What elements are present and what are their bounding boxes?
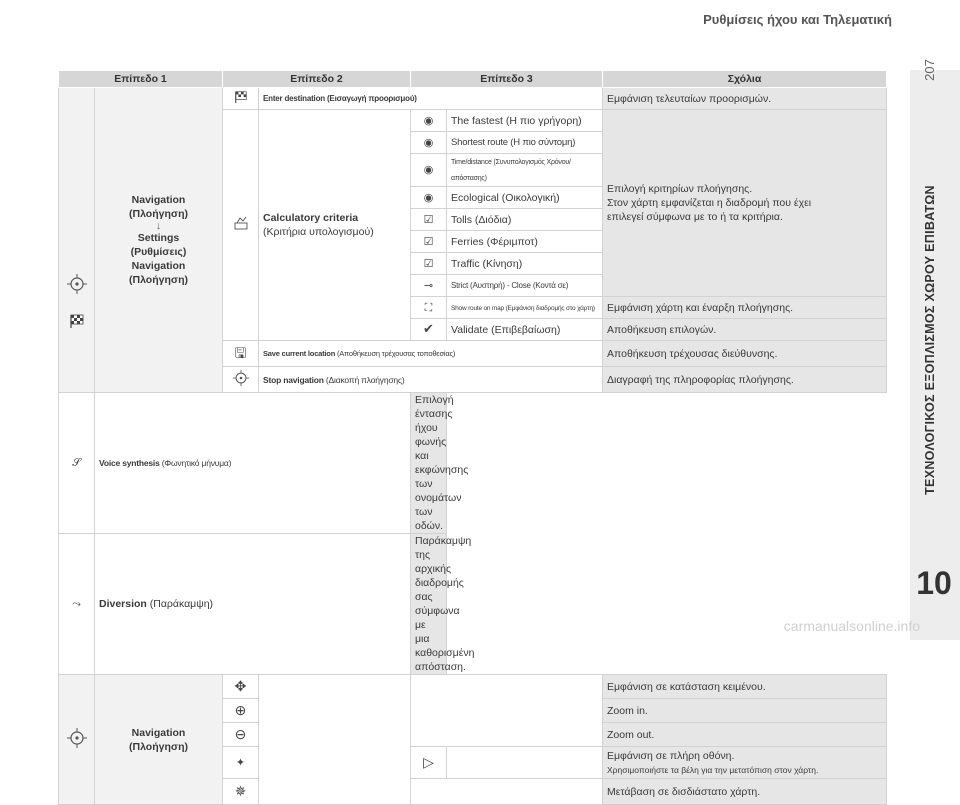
nav-label-line3: Navigation [131, 260, 186, 272]
header-level-1: Επίπεδο 1 [59, 71, 223, 88]
diversion-icon-cell [59, 534, 95, 675]
calc-item-shortest: Shortest route (Η πιο σύντομη) [447, 132, 603, 154]
chapter-number: 10 [916, 565, 952, 601]
calc-comment-line1: Επιλογή κριτηρίων πλοήγησης. [607, 183, 753, 195]
radio-icon: ◉ [423, 191, 434, 204]
calc-item-ferries: Ferries (Φέριμποτ) [447, 231, 603, 253]
save-location-label: Save current location (Αποθήκευση τρέχουσας τοποθεσίας) [259, 341, 603, 367]
nav-label-line1: Navigation [131, 194, 186, 206]
fullscreen-comment-line1: Εμφάνιση σε πλήρη οθόνη. [607, 749, 735, 762]
checkbox-icon: ☑ [423, 213, 434, 226]
calc-item-icon [411, 253, 447, 275]
route-criteria-icon [233, 215, 249, 235]
checkmark-icon: ✔ [423, 321, 434, 336]
table-row [59, 534, 887, 675]
navigation-crosshair-icon [232, 369, 250, 391]
slider-icon: ⊸ [423, 279, 434, 292]
calc-item-icon [411, 154, 447, 187]
diversion-label: Diversion (Παράκαμψη) [95, 534, 411, 675]
zoom-in-icon-cell [223, 699, 259, 723]
voice-synthesis-label: Voice synthesis (Φωνητικό μήνυμα) [95, 393, 411, 534]
voice-icon-cell [59, 393, 95, 534]
position-pin-icon: ✦ [235, 756, 246, 769]
enter-destination-comment: Εμφάνιση τελευταίων προορισμών. [603, 88, 887, 110]
map-route-icon: ⛶ [424, 301, 433, 314]
calc-comment-line3: επιλεγεί σύμφωνα με το ή τα κριτήρια. [607, 211, 783, 223]
calc-item-ecological: Ecological (Οικολογική) [447, 187, 603, 209]
navigation-crosshair-icon [66, 727, 88, 753]
calc-item-time-distance: Time/distance (Συνυπολογισμός Χρόνου/απόστασης) [447, 154, 603, 187]
checkered-flag-icon [69, 313, 85, 333]
radio-icon: ◉ [423, 114, 434, 127]
nav2-label-line1: Navigation [131, 726, 186, 739]
calc-label: Calculatory criteria [263, 212, 359, 224]
calc-item-tolls: Tolls (Διόδια) [447, 209, 603, 231]
header-title: Ρυθμίσεις ήχου και Τηλεματική [703, 12, 892, 27]
fullscreen-icon-cell [223, 747, 259, 779]
zoom-in-icon: ⊕ [234, 701, 247, 718]
checkbox-icon: ☑ [423, 235, 434, 248]
play-triangle-icon: ▷ [423, 753, 434, 770]
checkbox-icon: ☑ [423, 257, 434, 270]
calc-item-fastest: The fastest (Η πιο γρήγορη) [447, 110, 603, 132]
stop-navigation-comment: Διαγραφή της πληροφορίας πλοήγησης. [603, 367, 887, 393]
text-mode-icon-cell [223, 675, 259, 699]
calc-label-cell [259, 110, 411, 341]
calc-item-icon [411, 110, 447, 132]
show-route-label: Show route on map (Εμφάνιση διαδρομής στο χάρτη) [447, 297, 603, 319]
voice-comment-line1: Επιλογή έντασης ήχου φωνής και εκφώνησης [415, 394, 469, 476]
stop-navigation-label: Stop navigation (Διακοπή πλοήγησης) [259, 367, 603, 393]
fullscreen-comment-line2: Χρησιμοποιήστε τα βέλη για την μετατόπιση στον χάρτη. [607, 764, 819, 775]
table-row [59, 675, 887, 699]
fullscreen-comment [603, 747, 887, 779]
nav2-label-cell [95, 675, 223, 805]
calc-item-icon [411, 231, 447, 253]
zoom-out-icon-cell [223, 723, 259, 747]
radio-icon: ◉ [423, 164, 434, 176]
validate-label: Validate (Επιβεβαίωση) [447, 319, 603, 341]
nav-label-line4: (Πλοήγηση) [129, 274, 188, 286]
show-route-icon-cell [411, 297, 447, 319]
nav2-icon-cell [59, 675, 95, 805]
map-2d-icon-cell [223, 779, 259, 805]
watermark: carmanualsonline.info [783, 618, 920, 634]
play-icon-cell [411, 747, 447, 779]
calc-icon-cell [223, 110, 259, 341]
calc-comment-line2: Στον χάρτη εμφανίζεται η διαδρομή που έχει [607, 197, 812, 209]
settings-label-line1: Settings [137, 232, 180, 244]
validate-icon-cell [411, 319, 447, 341]
voice-speaker-icon: 𝒮 [72, 457, 81, 469]
zoom-in-comment: Zoom in. [603, 699, 887, 723]
empty-level3-cell [411, 675, 603, 747]
voice-comment-line2: των ονομάτων των οδών. [415, 478, 462, 532]
save-icon-cell [223, 341, 259, 367]
chapter-title: ΤΕΧΝΟΛΟΓΙΚΟΣ ΕΞΟΠΛΙΣΜΟΣ ΧΩΡΟΥ ΕΠΙΒΑΤΩΝ [923, 185, 937, 495]
calc-item-traffic: Traffic (Κίνηση) [447, 253, 603, 275]
move-arrows-icon: ✥ [234, 677, 247, 694]
compass-icon: ✵ [234, 782, 247, 799]
calc-item-icon [411, 187, 447, 209]
checkered-flag-icon [234, 90, 248, 108]
stop-nav-icon-cell [223, 367, 259, 393]
navigation-menu-table [58, 70, 887, 805]
calc-sublabel: (Κριτήρια υπολογισμού) [263, 226, 374, 238]
zoom-out-icon: ⊖ [234, 725, 247, 742]
table-row [59, 88, 887, 110]
enter-destination-label: Enter destination (Εισαγωγή προορισμού) [259, 88, 603, 110]
validate-comment: Αποθήκευση επιλογών. [603, 319, 887, 341]
calc-comment [603, 110, 887, 297]
table-header [59, 71, 887, 88]
show-route-comment: Εμφάνιση χάρτη και έναρξη πλοήγησης. [603, 297, 887, 319]
text-mode-comment: Εμφάνιση σε κατάσταση κειμένου. [603, 675, 887, 699]
level1-label-cell [95, 88, 223, 393]
header-comments: Σχόλια [603, 71, 887, 88]
save-disk-icon: 🖫 [234, 344, 247, 361]
header-level-3: Επίπεδο 3 [411, 71, 603, 88]
header-level-2: Επίπεδο 2 [223, 71, 411, 88]
diversion-comment-line1: Παράκαμψη της αρχικής διαδρομής σας [415, 535, 472, 603]
zoom-out-comment: Zoom out. [603, 723, 887, 747]
calc-item-icon [411, 132, 447, 154]
empty-fullscreen-cell [447, 747, 603, 779]
save-location-comment: Αποθήκευση τρέχουσας διεύθυνσης. [603, 341, 887, 367]
settings-label-line2: (Ρυθμίσεις) [130, 246, 187, 258]
enter-destination-icon-cell [223, 88, 259, 110]
calc-item-icon [411, 275, 447, 297]
table-row [59, 393, 887, 534]
page-number: 207 [922, 59, 937, 81]
map-2d-comment: Μετάβαση σε δισδιάστατο χάρτη. [603, 779, 887, 805]
radio-icon: ◉ [423, 136, 434, 149]
nav-label-line2: (Πλοήγηση) [129, 208, 188, 220]
calc-item-strict: Strict (Αυστηρή) - Close (Κοντά σε) [447, 275, 603, 297]
empty-level2-cell [259, 675, 411, 805]
nav-label [99, 193, 218, 287]
arrow-down-icon: ↓ [155, 220, 162, 232]
diversion-arrow-icon: ⤳ [72, 598, 81, 610]
navigation-crosshair-icon [66, 273, 88, 299]
level1-icons-cell [59, 88, 95, 393]
calc-item-icon [411, 209, 447, 231]
diversion-comment [411, 534, 475, 675]
nav2-label-line2: (Πλοήγηση) [129, 740, 188, 753]
empty-map2d-cell [411, 779, 603, 805]
voice-synthesis-comment [411, 393, 469, 534]
diversion-comment-line2: σύμφωνα με μια καθορισμένη απόσταση. [415, 605, 475, 673]
